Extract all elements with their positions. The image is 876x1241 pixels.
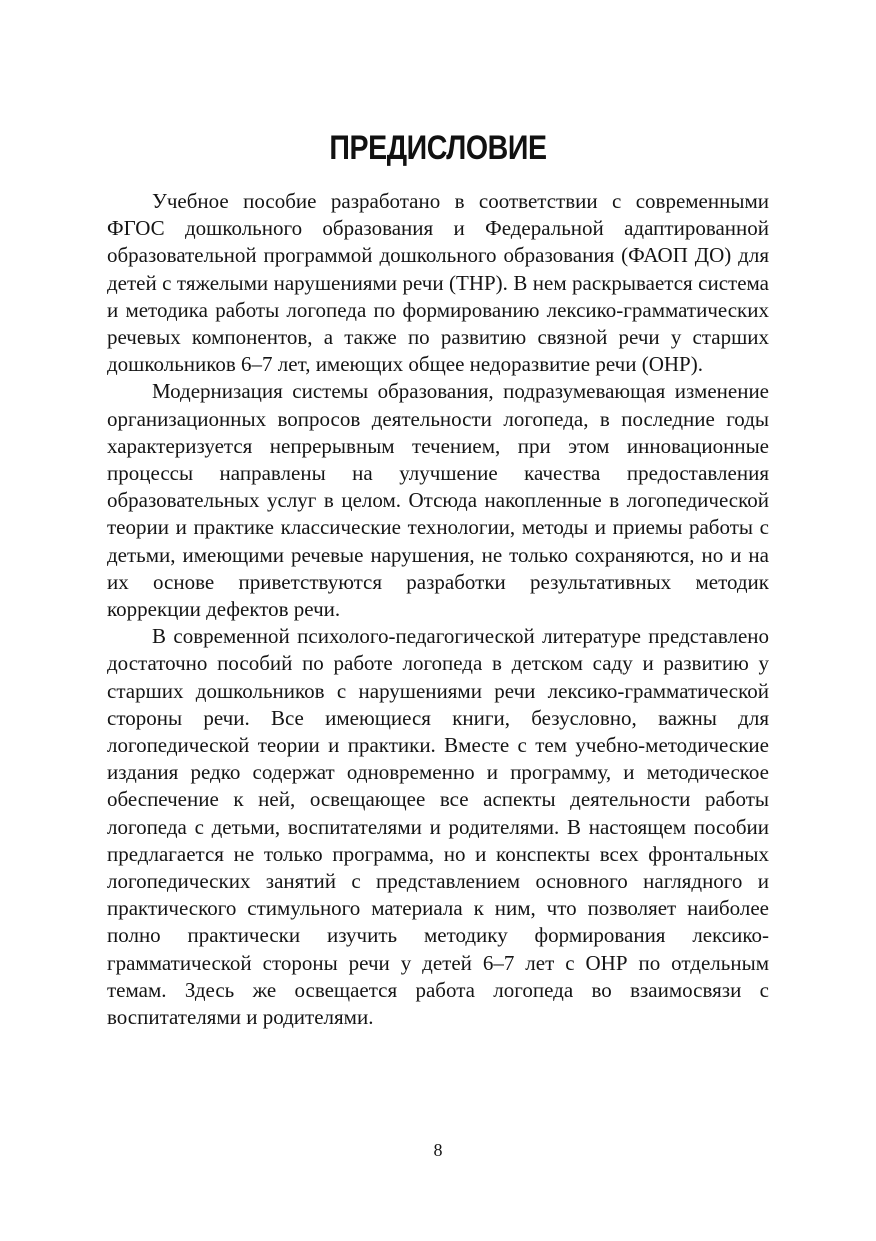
page-title: ПРЕДИСЛОВИЕ (329, 129, 547, 167)
paragraph-1: Учебное пособие разработано в соответствии с современными ФГОС дошкольного образования и Федеральной адаптированной образовательной программой дошкольного образования (ФАОП ДО) для детей с тяжелыми нарушениями речи (ТНР). В нем раскрывается система и методика работы логопеда по формированию лексико-грамматических речевых компонентов, а также по развитию связной речи у старших дошкольников 6–7 лет, имеющих общее недоразвитие речи (ОНР). (107, 189, 769, 377)
preface-text (107, 188, 769, 1031)
page-number: 8 (433, 1140, 443, 1160)
paragraph-3: В современной психолого-педагогической литературе представлено достаточно пособий по работе логопеда в детском саду и развитию у старших дошкольников с нарушениями речи лексико-грамматической стороны речи. Все имеющиеся книги, безусловно, важны для логопедической теории и практики. Вместе с тем учебно-методические издания редко содержат одновременно и программу, и методическое обеспечение к ней, освещающее все аспекты деятельности работы логопеда с детьми, воспитателями и родителями. В настоящем пособии предлагается не только программа, но и конспекты всех фронтальных логопедических занятий с представлением основного наглядного и практического стимульного материала к ним, что позволяет наиболее полно практически изучить методику формирования лексико-грамматической стороны речи у детей 6–7 лет с ОНР по отдельным темам. Здесь же освещается работа логопеда во взаимосвязи с воспитателями и родителями. (107, 624, 769, 1030)
paragraph-2: Модернизация системы образования, подразумевающая изменение организационных вопросов деятельности логопеда, в последние годы характеризуется непрерывным течением, при этом инновационные процессы направлены на улучшение качества предоставления образовательных услуг в целом. Отсюда накопленные в логопедической теории и практике классические технологии, методы и приемы работы с детьми, имеющими речевые нарушения, не только сохраняются, но и на их основе приветствуются разработки результативных методик коррекции дефектов речи. (107, 379, 769, 622)
